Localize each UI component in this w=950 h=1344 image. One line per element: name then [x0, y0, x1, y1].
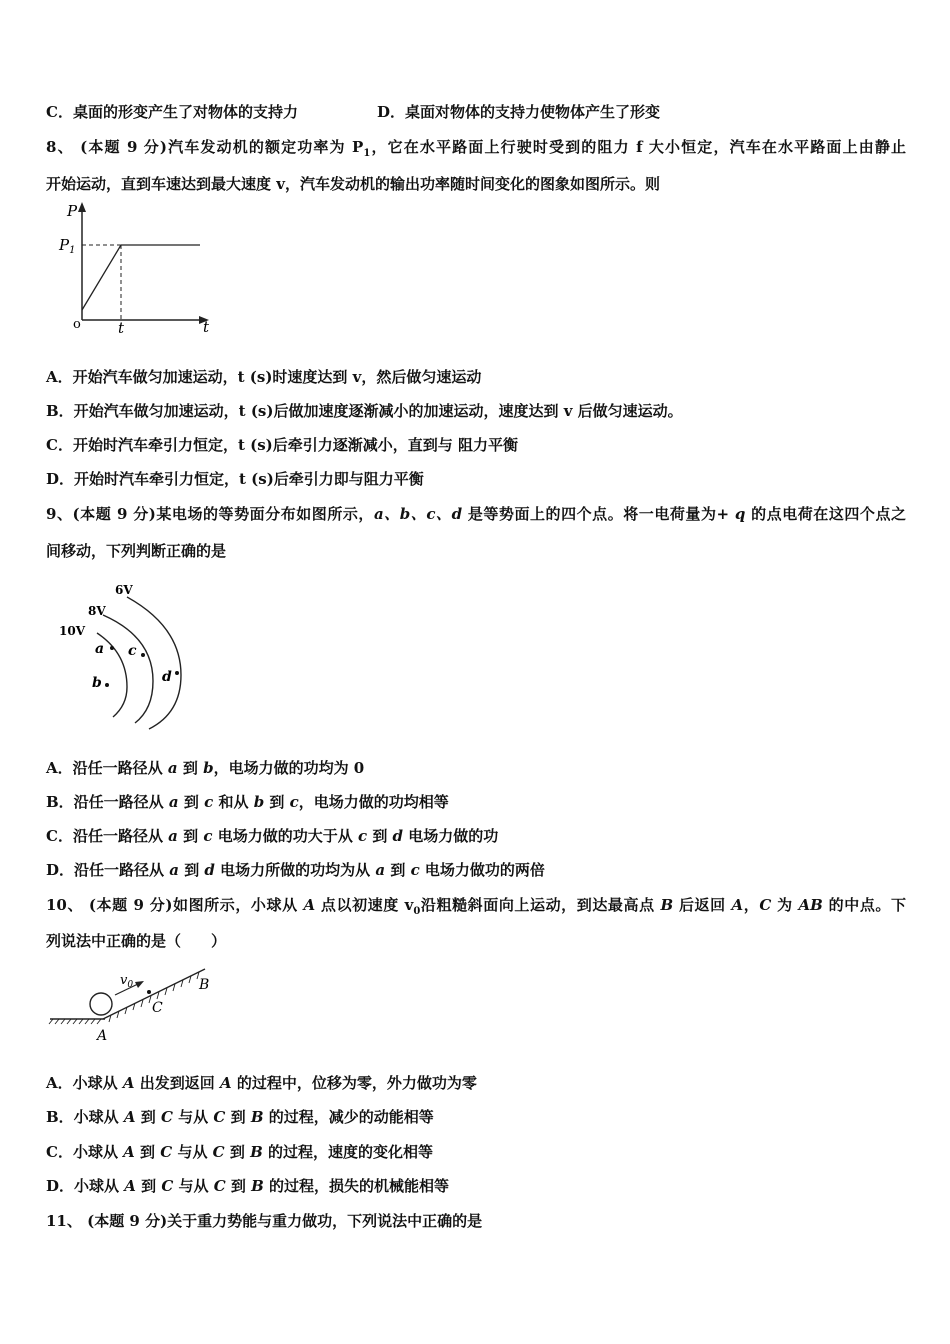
- q9-surface-8v: [103, 615, 153, 723]
- q10-option-d: D．小球从 A 到 C 与从 C 到 B 的过程，损失的机械能相等: [46, 1177, 450, 1195]
- q9-label-6v: 6V: [115, 583, 133, 597]
- q9-label-c: c: [128, 643, 137, 659]
- q11-stem: 11、 (本题 9 分)关于重力势能与重力做功，下列说法中正确的是: [46, 1212, 483, 1230]
- q10-stem-line2: 列说法中正确的是（ ）: [46, 932, 227, 950]
- q8-power-time-graph: [55, 200, 225, 340]
- q8-origin-label: o: [73, 317, 81, 332]
- q10-option-a: A．小球从 A 出发到返回 A 的过程中，位移为零，外力做功为零: [46, 1074, 477, 1092]
- q8-stem-line1: 8、 (本题 9 分)汽车发动机的额定功率为 $P_1$，它在水平路面上行驶时受到的阻力 f 大小恒定，汽车在水平路面上由静止: [46, 138, 906, 159]
- q9-option-a: A．沿任一路径从 a 到 b，电场力做的功均为 0: [46, 759, 365, 777]
- q9-label-b: b: [92, 675, 102, 691]
- q9-point-d: [175, 671, 179, 675]
- q9-option-c: C．沿任一路径从 a 到 c 电场力做的功大于从 c 到 d 电场力做的功: [46, 827, 499, 845]
- q9-stem-line2: 间移动，下列判断正确的是: [46, 542, 227, 560]
- q10-ball: [90, 993, 112, 1015]
- q8-option-b: B．开始汽车做匀加速运动，t (s)后做加速度逐渐减小的加速运动，速度达到 v 后做匀速运动。: [46, 402, 683, 420]
- q8-stem-line2: 开始运动，直到车速达到最大速度 v，汽车发动机的输出功率随时间变化的图象如图所示。则: [46, 175, 660, 193]
- q8-option-c: C．开始时汽车牵引力恒定，t (s)后牵引力逐渐减小，直到与 阻力平衡: [46, 436, 518, 454]
- q9-stem-line1: 9、(本题 9 分)某电场的等势面分布如图所示，a、b、c、d 是等势面上的四个点。将一电荷量为+ q 的点电荷在这四个点之: [46, 505, 907, 523]
- q10-incline-figure: [45, 962, 220, 1047]
- q10-label-v0: $v_0$: [120, 973, 134, 990]
- q8-t-tick-label: t: [118, 319, 125, 337]
- q8-option-d: D．开始时汽车牵引力恒定，t (s)后牵引力即与阻力平衡: [46, 470, 424, 488]
- q10-label-b: B: [199, 977, 210, 993]
- q9-point-b: [105, 683, 109, 687]
- q9-equipotential-figure: [55, 575, 195, 735]
- q8-ramp: [82, 245, 121, 310]
- q8-p1-label: $P_1$: [59, 236, 76, 256]
- q10-option-c: C．小球从 A 到 C 与从 C 到 B 的过程，速度的变化相等: [46, 1143, 433, 1161]
- q10-label-c: C: [152, 1000, 163, 1016]
- q7-option-d: D．桌面对物体的支持力使物体产生了形变: [377, 103, 661, 121]
- q9-label-d: d: [162, 669, 172, 685]
- q10-point-c: [147, 990, 151, 994]
- q9-label-10v: 10V: [59, 624, 86, 638]
- q10-label-a: A: [97, 1028, 108, 1044]
- q9-label-8v: 8V: [88, 604, 106, 618]
- q8-x-label: t: [203, 318, 210, 336]
- q9-label-a: a: [95, 641, 105, 657]
- q9-point-c: [141, 653, 145, 657]
- q10-stem-line1: 10、 (本题 9 分)如图所示，小球从 A 点以初速度 $v_0$沿粗糙斜面向上运动，到达最高点 B 后返回 A，C 为 AB 的中点。下: [46, 896, 906, 917]
- q10-option-b: B．小球从 A 到 C 与从 C 到 B 的过程，减少的动能相等: [46, 1108, 434, 1126]
- q10-velocity-arrowhead: [135, 981, 144, 988]
- q8-y-label: P: [67, 202, 78, 220]
- q8-option-a: A．开始汽车做匀加速运动，t (s)时速度达到 v，然后做匀速运动: [46, 368, 482, 386]
- q8-y-arrow: [78, 202, 86, 212]
- q9-point-a: [110, 646, 114, 650]
- q7-option-c: C．桌面的形变产生了对物体的支持力: [46, 103, 298, 121]
- q9-surface-6v: [127, 597, 181, 729]
- q9-option-b: B．沿任一路径从 a 到 c 和从 b 到 c，电场力做的功均相等: [46, 793, 449, 811]
- q9-option-d: D．沿任一路径从 a 到 d 电场力所做的功均为从 a 到 c 电场力做功的两倍: [46, 861, 545, 879]
- q10-ground-hatch: [49, 1019, 101, 1024]
